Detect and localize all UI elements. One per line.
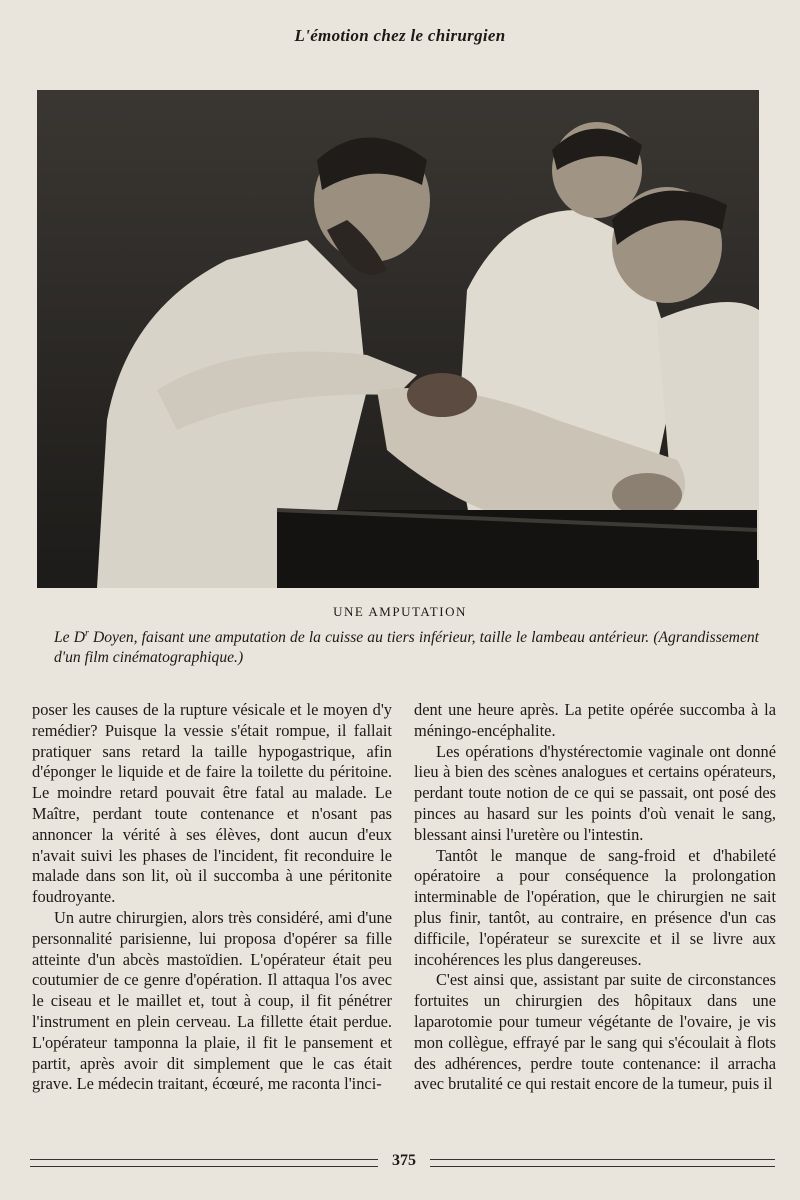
caption-superscript: r <box>84 628 89 639</box>
footer-rule-left <box>30 1159 378 1167</box>
page-number: 375 <box>392 1152 416 1169</box>
surgery-photo-illustration <box>37 90 759 588</box>
paragraph: Tantôt le manque de sang-froid et d'habileté opératoire a pour conséquence la prolongation interminable de l'opération, que le chirurgien ne sait plus finir, tantôt, au contraire, en présence d'un cas difficile, l'opérateur se surexcite et il se livre aux incohérences les plus dangereuses. <box>414 845 776 969</box>
paragraph: C'est ainsi que, assistant par suite de circonstances fortuites un chirurgien des hôpitaux dans une laparotomie pour tumeur végétante de l'ovaire, je vis mon collègue, effrayé par le sang qui s'écoulait à flots des adhérences, perdre toute contenance: il arracha avec brutalité ce qui restait encore de la tumeur, puis il <box>414 970 776 1094</box>
surgery-photograph <box>37 90 759 588</box>
running-head: L'émotion chez le chirurgien <box>294 26 506 45</box>
caption-rest: Doyen, faisant une amputation de la cuisse au tiers inférieur, taille le lambeau antérieur. (Agrandissement d'un film cinématographique.) <box>54 629 759 667</box>
paragraph: poser les causes de la rupture vésicale et le moyen d'y remédier? Puisque la vessie s'était rompue, il fallait pratiquer sans retard la taille hypogastrique, afin d'éponger le liquide et de faire la toilette du péritoine. Le moindre retard pouvait être fatal au malade. Le Maître, perdant toute contenance et n'osant pas annoncer la vérité à ses élèves, dont aucun d'eux n'avait suivi les phases de l'incident, fit reconduire le malade dans son lit, où il succomba à une péritonite foudroyante. <box>32 700 392 907</box>
figure-caption <box>54 624 759 668</box>
paragraph: Un autre chirurgien, alors très considéré, ami d'une personnalité parisienne, lui proposa d'opérer sa fille atteinte d'un abcès mastoïdien. L'opérateur était peu coutumier de ce genre d'opération. Il attaqua l'os avec le ciseau et le maillet et, tout à coup, il fit pénétrer l'instrument en plein cerveau. La fillette était perdue. L'opérateur tamponna la plaie, il fit le pansement et partit, après avoir dit simplement que le cas était grave. Le médecin traitant, écœuré, me raconta l'inci- <box>32 907 392 1094</box>
footer-rule-right <box>430 1159 775 1167</box>
right-text-column <box>414 700 776 1095</box>
page-footer <box>30 1152 775 1176</box>
caption-prefix: Le D <box>54 629 85 647</box>
left-text-column <box>32 700 392 1095</box>
paragraph: dent une heure après. La petite opérée succomba à la méningo-encéphalite. <box>414 700 776 740</box>
figure-caption-title: UNE AMPUTATION <box>333 604 467 619</box>
paragraph: Les opérations d'hystérectomie vaginale ont donné lieu à bien des scènes analogues et certains opérateurs, perdant toute notion de ce qui se passait, ont posé des pinces au hasard sur les points d'où venait le sang, blessant ainsi l'uretère ou l'intestin. <box>414 741 776 844</box>
